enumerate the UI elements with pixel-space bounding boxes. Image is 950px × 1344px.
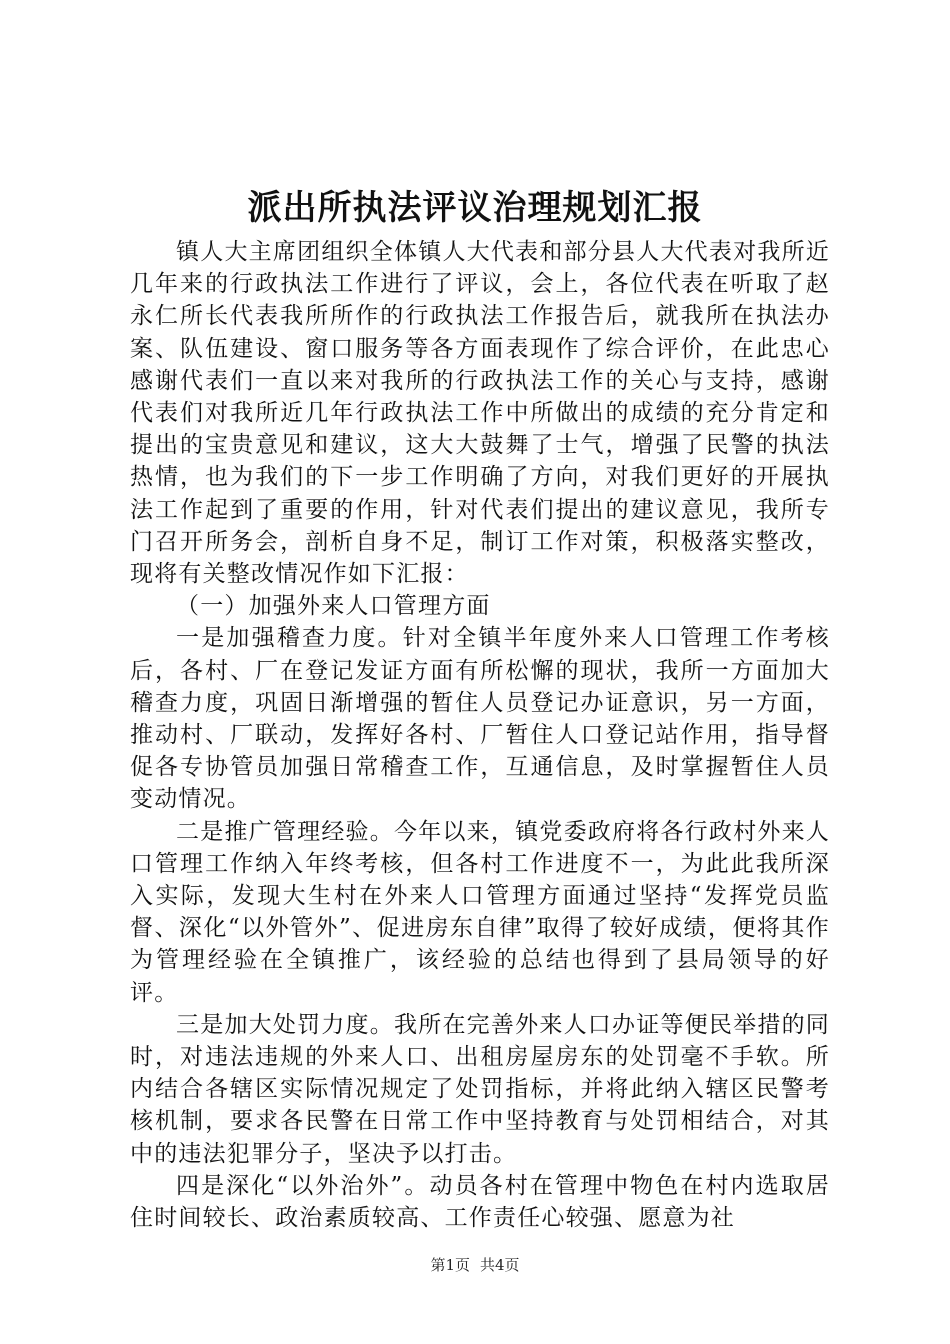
page-number: 第1页 — [430, 1256, 470, 1274]
paragraph-point-2: 二是推广管理经验。今年以来，镇党委政府将各行政村外来人口管理工作纳入年终考核，但各村工作进度不一，为此此我所深入实际，发现大生村在外来人口管理方面通过坚持“发挥党员监督、深化“以外管外”、促进房东自律”取得了较好成绩，便将其作为管理经验在全镇推广，该经验的总结也得到了县局领导的好评。 — [130, 818, 830, 1006]
document-body — [130, 236, 830, 1234]
page-footer — [0, 1255, 950, 1275]
paragraph-point-1: 一是加强稽查力度。针对全镇半年度外来人口管理工作考核后，各村、厂在登记发证方面有所松懈的现状，我所一方面加大稽查力度，巩固日渐增强的暂住人员登记办证意识，另一方面，推动村、厂联动，发挥好各村、厂暂住人口登记站作用，指导督促各专协管员加强日常稽查工作，互通信息，及时掌握暂住人员变动情况。 — [130, 625, 830, 813]
section-heading: （一）加强外来人口管理方面 — [176, 593, 491, 620]
document-title: 派出所执法评议治理规划汇报 — [247, 188, 703, 228]
paragraph-point-3: 三是加大处罚力度。我所在完善外来人口办证等便民举措的同时，对违法违规的外来人口、出租房屋房东的处罚毫不手软。所内结合各辖区实际情况规定了处罚指标，并将此纳入辖区民警考核机制，要求各民警在日常工作中坚持教育与处罚相结合，对其中的违法犯罪分子，坚决予以打击。 — [130, 1011, 830, 1167]
page-total: 共4页 — [480, 1256, 520, 1274]
paragraph-intro: 镇人大主席团组织全体镇人大代表和部分县人大代表对我所近几年来的行政执法工作进行了评议，会上，各位代表在听取了赵永仁所长代表我所所作的行政执法工作报告后，就我所在执法办案、队伍建设、窗口服务等各方面表现作了综合评价，在此忠心感谢代表们一直以来对我所的行政执法工作的关心与支持，感谢代表们对我所近几年行政执法工作中所做出的成绩的充分肯定和提出的宝贵意见和建议，这大大鼓舞了士气，增强了民警的执法热情，也为我们的下一步工作明确了方向，对我们更好的开展执法工作起到了重要的作用，针对代表们提出的建议意见，我所专门召开所务会，剖析自身不足，制订工作对策，积极落实整改，现将有关整改情况作如下汇报： — [130, 239, 830, 588]
paragraph-point-4: 四是深化“以外治外”。动员各村在管理中物色在村内选取居住时间较长、政治素质较高、工作责任心较强、愿意为社 — [130, 1172, 830, 1232]
